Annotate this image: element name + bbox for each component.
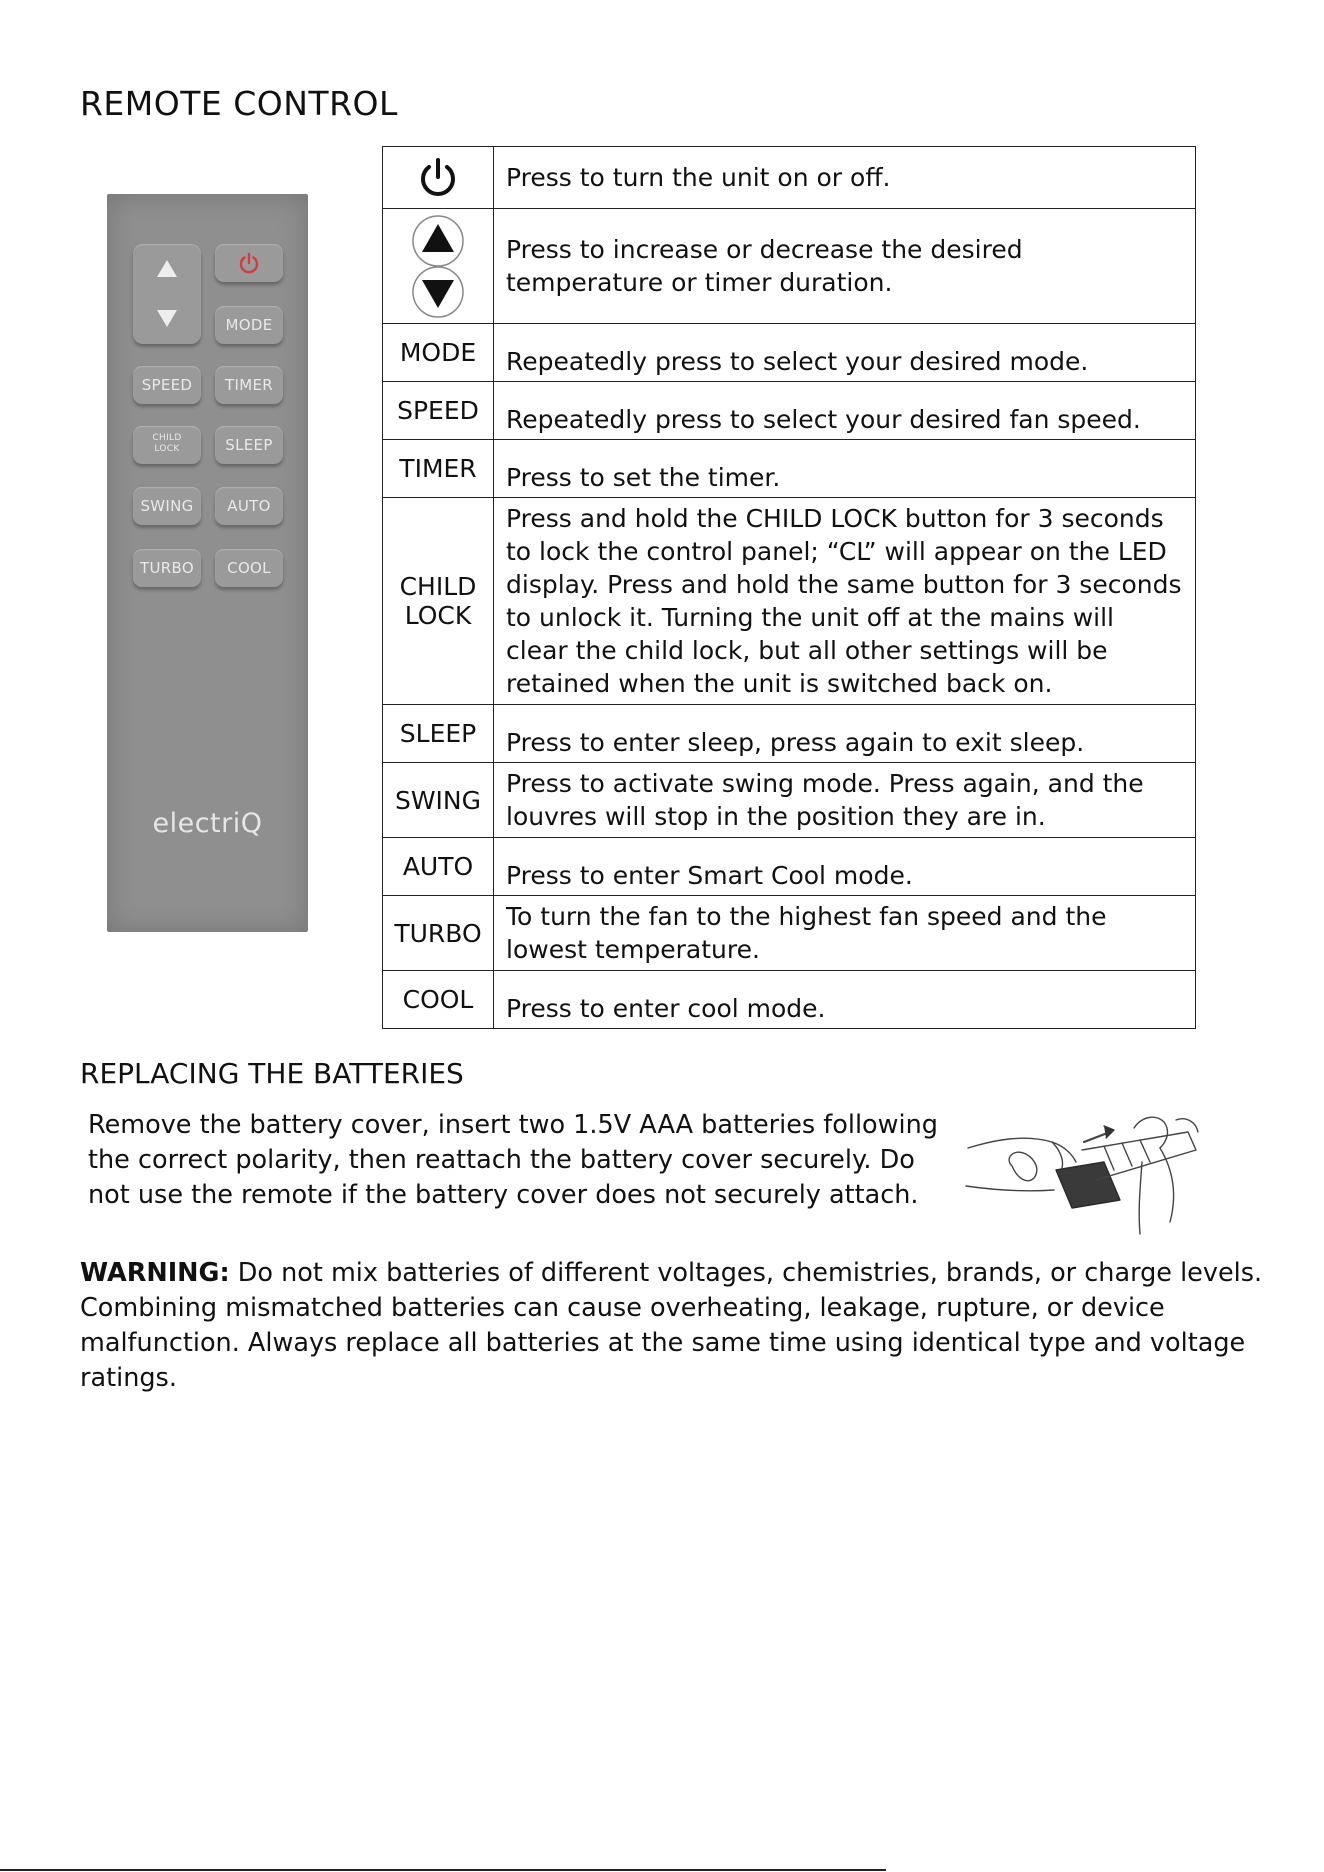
table-row [383, 382, 1196, 440]
table-desc-cell: Repeatedly press to select your desired mode. [494, 324, 1196, 382]
table-key-cell: SWING [383, 763, 494, 838]
table-row [383, 896, 1196, 971]
table-desc-cell: Repeatedly press to select your desired fan speed. [494, 382, 1196, 440]
turbo-button: TURBO [133, 549, 201, 587]
sleep-button: SLEEP [215, 426, 283, 464]
table-row [383, 705, 1196, 763]
page-title: REMOTE CONTROL [80, 84, 398, 123]
table-key-cell: TURBO [383, 896, 494, 971]
timer-button: TIMER [215, 366, 283, 404]
speed-button: SPEED [133, 366, 201, 404]
table-desc-cell: Press to activate swing mode. Press again, and the louvres will stop in the position they are in. [494, 763, 1196, 838]
power-button [215, 244, 283, 282]
table-desc-cell: Press to enter sleep, press again to exit sleep. [494, 705, 1196, 763]
child-lock-label-1: CHILD [152, 433, 182, 443]
table-key-cell: TIMER [383, 440, 494, 498]
table-desc-cell: Press to increase or decrease the desired temperature or timer duration. [494, 209, 1196, 324]
table-key-cell: AUTO [383, 838, 494, 896]
power-icon [237, 251, 261, 275]
child-lock-key-1: CHILD [399, 572, 477, 601]
table-row [383, 763, 1196, 838]
mode-button: MODE [215, 306, 283, 344]
table-key-cell [383, 498, 494, 705]
table-row [383, 440, 1196, 498]
table-key-cell: SPEED [383, 382, 494, 440]
table-row [383, 324, 1196, 382]
table-key-cell: COOL [383, 971, 494, 1029]
table-row [383, 838, 1196, 896]
battery-heading: REPLACING THE BATTERIES [80, 1057, 464, 1090]
child-lock-button [133, 426, 201, 464]
table-key-cell: MODE [383, 324, 494, 382]
button-function-table [382, 146, 1196, 1029]
table-row [383, 209, 1196, 324]
table-row [383, 498, 1196, 705]
table-desc-cell: Press to turn the unit on or off. [494, 147, 1196, 209]
table-desc-cell: Press to enter Smart Cool mode. [494, 838, 1196, 896]
child-lock-key-2: LOCK [404, 601, 472, 630]
table-key-cell [383, 209, 494, 324]
warning-text: Do not mix batteries of different voltages, chemistries, brands, or charge levels. Combining mismatched batteries can cause overheating, leakage, rupture, or device malfunction. Always replace all batteries at the same time using identical type and voltage ratings. [80, 1258, 1263, 1393]
table-row [383, 147, 1196, 209]
battery-instructions: Remove the battery cover, insert two 1.5V AAA batteries following the correct polarity, then reattach the battery cover securely. Do not use the remote if the battery cover does not securely attach. [88, 1110, 938, 1210]
table-key-cell [383, 147, 494, 209]
table-desc-cell: To turn the fan to the highest fan speed and the lowest temperature. [494, 896, 1196, 971]
child-lock-label-2: LOCK [154, 444, 180, 454]
swing-button: SWING [133, 487, 201, 525]
table-desc-cell: Press to set the timer. [494, 440, 1196, 498]
up-down-arrows-icon [409, 212, 467, 320]
power-icon [416, 156, 460, 200]
brand-logo: electriQ [152, 808, 263, 839]
footer-divider [0, 1869, 886, 1871]
down-arrow-icon [157, 310, 177, 327]
table-desc-cell: Press and hold the CHILD LOCK button for 3 seconds to lock the control panel; “CL” will appear on the LED display. Press and hold the same button for 3 seconds to unlock it. Turning the unit off at the mains will clear the child lock, but all other settings will be retained when the unit is switched back on. [494, 498, 1196, 705]
warning-label: WARNING: [80, 1258, 230, 1288]
remote-illustration [107, 194, 308, 932]
table-desc-cell: Press to enter cool mode. [494, 971, 1196, 1029]
table-key-cell: SLEEP [383, 705, 494, 763]
battery-warning [80, 1256, 1280, 1396]
temp-rocker-button [133, 244, 201, 344]
table-row [383, 971, 1196, 1029]
battery-replacement-illustration [964, 1110, 1204, 1235]
up-arrow-icon [157, 260, 177, 277]
cool-button: COOL [215, 549, 283, 587]
auto-button: AUTO [215, 487, 283, 525]
